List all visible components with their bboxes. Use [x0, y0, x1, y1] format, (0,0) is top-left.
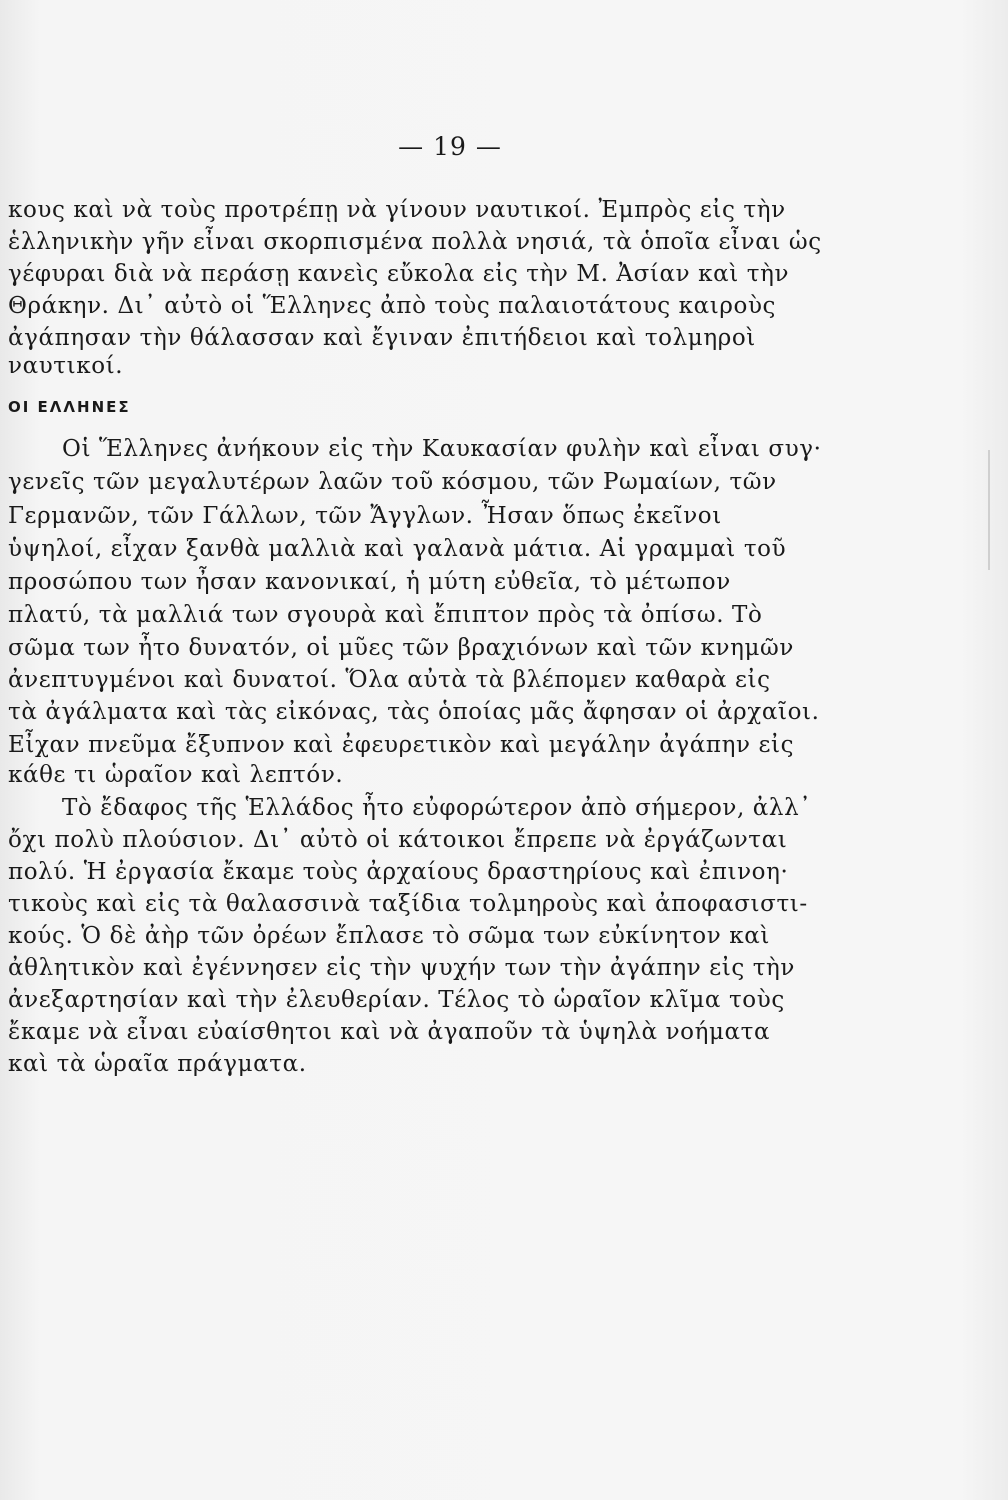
text-line: ἀγάπησαν τὴν θάλασσαν καὶ ἔγιναν ἐπιτήδειοι καὶ τολμηροὶ [8, 325, 756, 351]
page-edge-shadow [988, 450, 990, 570]
text-line: καὶ τὰ ὡραῖα πράγματα. [8, 1051, 307, 1077]
text-line: ὄχι πολὺ πλούσιον. Δι᾿ αὐτὸ οἱ κάτοικοι ἔπρεπε νὰ ἐργάζωνται [8, 827, 788, 853]
text-line: ὑψηλοί, εἶχαν ξανθὰ μαλλιὰ καὶ γαλανὰ μάτια. Αἱ γραμμαὶ τοῦ [8, 536, 787, 562]
section-heading: ΟΙ ΕΛΛΗΝΕΣ [8, 398, 131, 416]
text-line: γενεῖς τῶν μεγαλυτέρων λαῶν τοῦ κόσμου, τῶν Ρωμαίων, τῶν [8, 469, 777, 495]
text-line: Θράκην. Δι᾿ αὐτὸ οἱ Ἕλληνες ἀπὸ τοὺς παλαιοτάτους καιροὺς [8, 293, 777, 319]
text-line: τὰ ἀγάλματα καὶ τὰς εἰκόνας, τὰς ὁποίας μᾶς ἄφησαν οἱ ἀρχαῖοι. [8, 699, 820, 725]
text-line: σῶμα των ἦτο δυνατόν, οἱ μῦες τῶν βραχιόνων καὶ τῶν κνημῶν [8, 635, 794, 661]
text-line: τικοὺς καὶ εἰς τὰ θαλασσινὰ ταξίδια τολμηροὺς καὶ ἀποφασιστι- [8, 891, 808, 917]
text-line: πλατύ, τὰ μαλλιά των σγουρὰ καὶ ἔπιπτον πρὸς τὰ ὀπίσω. Τὸ [8, 602, 763, 628]
page-number: — 19 — [398, 132, 502, 161]
text-line: γέφυραι διὰ νὰ περάσῃ κανεὶς εὔκολα εἰς τὴν Μ. Ἀσίαν καὶ τὴν [8, 261, 790, 287]
text-line: κους καὶ νὰ τοὺς προτρέπῃ νὰ γίνουν ναυτικοί. Ἐμπρὸς εἰς τὴν [8, 197, 786, 223]
text-line: Τὸ ἔδαφος τῆς Ἑλλάδος ἦτο εὐφορώτερον ἀπὸ σήμερον, ἀλλ᾿ [62, 795, 812, 821]
text-line: ἀθλητικὸν καὶ ἐγέννησεν εἰς τὴν ψυχήν των τὴν ἀγάπην εἰς τὴν [8, 955, 796, 981]
text-line: Οἱ Ἕλληνες ἀνήκουν εἰς τὴν Καυκασίαν φυλὴν καὶ εἶναι συγ· [62, 436, 822, 462]
text-line: κάθε τι ὡραῖον καὶ λεπτόν. [8, 762, 344, 788]
text-line: προσώπου των ἦσαν κανονικαί, ἡ μύτη εὐθεῖα, τὸ μέτωπον [8, 569, 731, 595]
text-line: ἑλληνικὴν γῆν εἶναι σκορπισμένα πολλὰ νησιά, τὰ ὁποῖα εἶναι ὡς [8, 229, 822, 255]
text-line: ἀνεπτυγμένοι καὶ δυνατοί. Ὅλα αὐτὰ τὰ βλέπομεν καθαρὰ εἰς [8, 667, 771, 693]
text-line: Γερμανῶν, τῶν Γάλλων, τῶν Ἄγγλων. Ἦσαν ὅπως ἐκεῖνοι [8, 503, 722, 529]
text-line: ἔκαμε νὰ εἶναι εὐαίσθητοι καὶ νὰ ἀγαποῦν τὰ ὑψηλὰ νοήματα [8, 1019, 771, 1045]
text-line: ναυτικοί. [8, 353, 124, 379]
text-line: κούς. Ὁ δὲ ἀὴρ τῶν ὀρέων ἔπλασε τὸ σῶμα των εὐκίνητον καὶ [8, 923, 770, 949]
text-line: πολύ. Ἡ ἐργασία ἔκαμε τοὺς ἀρχαίους δραστηρίους καὶ ἐπινοη· [8, 859, 789, 885]
text-line: ἀνεξαρτησίαν καὶ τὴν ἐλευθερίαν. Τέλος τὸ ὡραῖον κλῖμα τοὺς [8, 987, 785, 1013]
text-line: Εἶχαν πνεῦμα ἔξυπνον καὶ ἐφευρετικὸν καὶ μεγάλην ἀγάπην εἰς [8, 732, 795, 758]
